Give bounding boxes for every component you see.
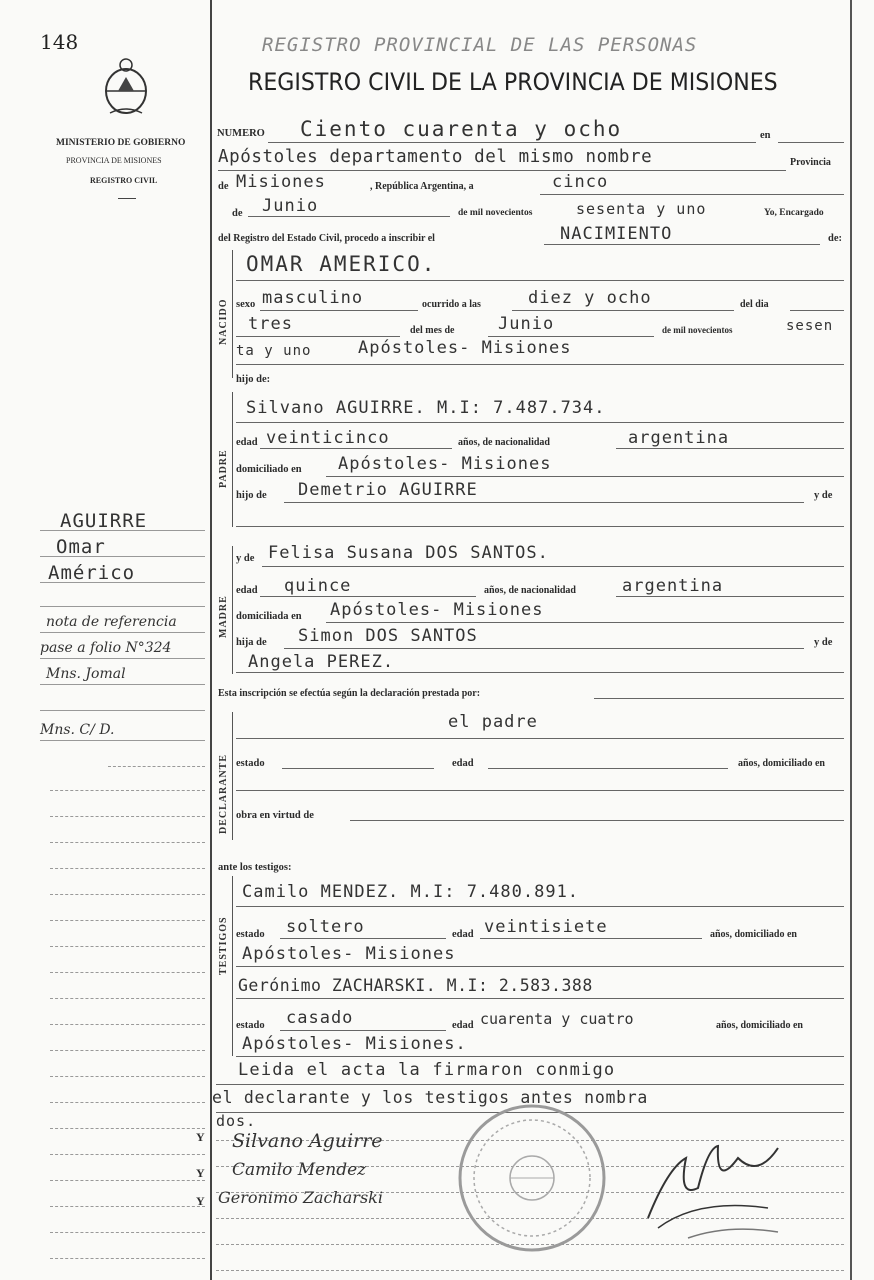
ministry-province: PROVINCIA DE MISIONES [66,156,162,165]
section-testigos-label: TESTIGOS [218,916,229,975]
father-age: veinticinco [266,428,390,448]
act-type-value: NACIMIENTO [560,224,673,244]
birth-certificate-page: 148 MINISTERIO DE GOBIERNO PROVINCIA DE MISIONES REGISTRO CIVIL REGISTRO PROVINCIAL DE LAS PERSONAS REGISTRO CIVIL DE LA PROVINCIA DE MISIONES NUMERO Ciento cuarenta y ocho en Apóstoles departamento del mismo nombre Provincia de Misiones , República Argentina, a cinco de Junio de mil novecientos sesenta y uno Yo, Encargado del Registro del Estado Civil, procedo a inscribir el NACIMIENTO de: NACIDO OMAR AMERICO. sexo masculino ocurrido a las diez y ocho del dia tres del mes de Junio de mil novecientos sesen ta y uno Apóstoles- Misiones hijo de: PADRE Silvano AGUIRRE. M.I: 7.487.734. edad veinticinco años, de nacionalidad argentina domiciliado en Apóstoles- Misiones hijo de Demetrio AGUIRRE y de MADRE y de Felisa Susana DOS SANTOS. edad quince años, de nacionalidad argentina domiciliada en Apóstoles- Misiones hija de Simon DOS SANTOS y de Angela PEREZ. Esta inscripción se efectúa según la declaración prestada por: DECLARANTE el padre estado edad años, domiciliado en obra en virtud de ante los testigos: TESTIGOS Camilo MENDEZ. M.I: 7.480.891. estado soltero edad veintisiete años, domiciliado en Apóstoles- Misiones Gerónimo ZACHARSKI. M.I: 2.583.388 estado casado edad cuarenta y cuatro años, domiciliado en Apóstoles- Misiones. Leida el acta la firmaron conmigo el declarante y los testigos antes nombra dos. Y Y Y Silvano Aguirre Camilo Mendez Geronimo Zacharski AGUIRRE Omar Américo nota de referencia pase a folio N°324 Mns. Jomal Mns. C/ D. [0,0,874,1280]
closing-line2: el declarante y los testigos antes nombra [212,1088,648,1107]
place-value: Apóstoles departamento del mismo nombre [218,147,653,167]
margin-note-4: Mns. C/ D. [40,722,115,738]
numero-value: Ciento cuarenta y ocho [300,117,623,141]
closing-line3: dos. [216,1112,257,1130]
father-name: Silvano AGUIRRE. M.I: 7.487.734. [246,398,606,418]
ministry-registry: REGISTRO CIVIL [90,176,158,185]
witness1-domicile: Apóstoles- Misiones [242,944,456,964]
mother-father: Simon DOS SANTOS [298,626,478,646]
witness2-name: Gerónimo ZACHARSKI. M.I: 2.583.388 [238,976,593,995]
margin-second-name: Américo [48,562,136,584]
testigos-intro: ante los testigos: [218,862,292,873]
ministry-title: MINISTERIO DE GOBIERNO [56,138,186,148]
witness2-status: casado [286,1008,354,1028]
hora-value: diez y ocho [528,288,652,308]
margin-note-folio: pase a folio N°324 [40,640,172,656]
declarante-value: el padre [448,712,538,732]
anio-value-a: sesen [786,318,834,334]
document-title: REGISTRO CIVIL DE LA PROVINCIA DE MISIONES [248,68,778,96]
mes-value: Junio [498,314,555,334]
declarante-intro: Esta inscripción se efectúa según la declaración prestada por: [218,688,481,699]
father-nationality: argentina [628,428,730,448]
mother-domicile: Apóstoles- Misiones [330,600,544,620]
dia-value: tres [248,314,293,334]
witness1-status: soltero [286,917,365,937]
closing-line1: Leida el acta la firmaron conmigo [238,1060,616,1080]
witness2-domicile: Apóstoles- Misiones. [242,1034,467,1054]
stamp-header: REGISTRO PROVINCIAL DE LAS PERSONAS [262,34,698,56]
sexo-value: masculino [262,288,364,308]
day-value: cinco [552,172,609,192]
province-value: Misiones [236,172,326,192]
main-right-border [850,0,852,1280]
section-madre-label: MADRE [218,595,229,638]
section-padre-label: PADRE [218,449,229,488]
page-number: 148 [40,30,79,54]
witness2-age: cuarenta y cuatro [480,1010,634,1028]
birth-place-value: Apóstoles- Misiones [358,338,572,358]
mother-nationality: argentina [622,576,724,596]
witness1-age: veintisiete [484,917,608,937]
margin-note-3: Mns. Jomal [46,666,126,682]
father-father: Demetrio AGUIRRE [298,480,478,500]
child-name: OMAR AMERICO. [246,252,437,276]
official-seal-icon [452,1098,612,1258]
mother-name: Felisa Susana DOS SANTOS. [268,543,549,563]
margin-first-name: Omar [56,536,106,558]
margin-surname: AGUIRRE [60,510,148,532]
coat-of-arms-icon [100,55,152,117]
father-domicile: Apóstoles- Misiones [338,454,552,474]
registrar-signature-icon [628,1128,788,1248]
signature-father: Silvano Aguirre [232,1130,383,1152]
witness1-name: Camilo MENDEZ. M.I: 7.480.891. [242,882,580,902]
anio-value-b: ta y uno [236,343,312,359]
section-declarante-label: DECLARANTE [218,753,229,834]
mother-mother: Angela PEREZ. [248,652,395,672]
month-value: Junio [262,196,319,216]
signature-witness1: Camilo Mendez [232,1160,367,1180]
signature-witness2: Geronimo Zacharski [218,1188,383,1207]
mother-age: quince [284,576,352,596]
year-value: sesenta y uno [576,200,707,218]
section-nacido-label: NACIDO [218,298,229,345]
margin-note-reference: nota de referencia [46,614,177,630]
